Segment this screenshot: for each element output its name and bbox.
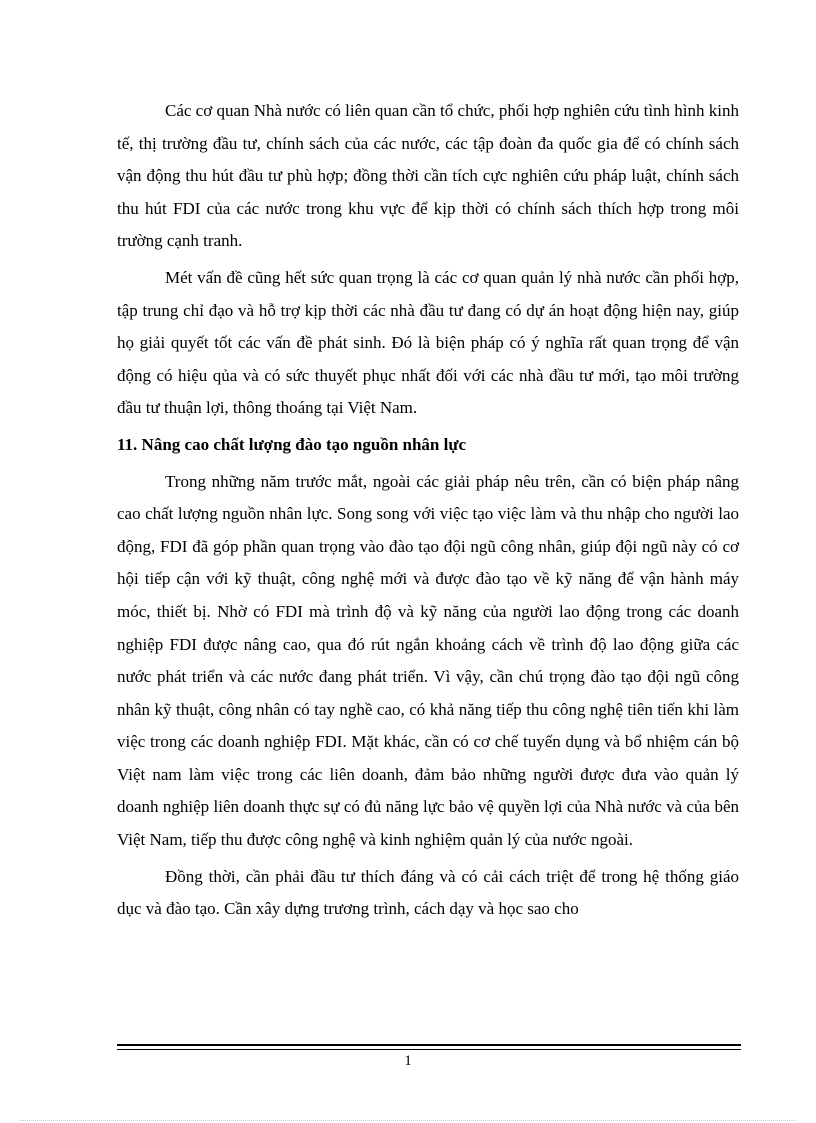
page-edge-divider: [20, 1120, 796, 1121]
footer-rule-thin: [117, 1049, 741, 1050]
page-number: 1: [404, 1053, 412, 1069]
body-text: [117, 95, 739, 930]
paragraph-agency-coordination: Các cơ quan Nhà nước có liên quan cần tổ chức, phối hợp nghiên cứu tình hình kinh tế, thị trường đầu tư, chính sách của các nước, các tập đoàn đa quốc gia để có chính sách vận động thu hút đầu tư phù hợp; đồng thời cần tích cực nghiên cứu pháp luật, chính sách thu hút FDI của các nước trong khu vực để kịp thời có chính sách thích hợp trong môi trường cạnh tranh.: [117, 101, 739, 251]
paragraph-education-reform: Đồng thời, cần phải đầu tư thích đáng và có cải cách triệt để trong hệ thống giáo dục và đào tạo. Cần xây dựng trương trình, cách dạy và học sao cho: [117, 866, 739, 919]
paragraph-investor-support: Mét vấn đề cũng hết sức quan trọng là các cơ quan quản lý nhà nước cần phối hợp, tập trung chỉ đạo và hỗ trợ kịp thời các nhà đầu tư đang có dự án hoạt động hiện nay, giúp họ giải quyết tốt các vấn đề phát sinh. Đó là biện pháp có ý nghĩa rất quan trọng để vận động có hiệu qủa và có sức thuyết phục nhất đối với các nhà đầu tư mới, tạo môi trường đầu tư thuận lợi, thông thoáng tại Việt Nam.: [117, 267, 739, 418]
footer-rule-thick: [117, 1044, 741, 1046]
section-heading: 11. Nâng cao chất lượng đào tạo nguồn nhân lực: [117, 434, 467, 454]
paragraph-human-resources: Trong những năm trước mắt, ngoài các giải pháp nêu trên, cần có biện pháp nâng cao chất lượng nguồn nhân lực. Song song với việc tạo việc làm và thu nhập cho người lao động, FDI đã góp phần quan trọng vào đào tạo đội ngũ công nhân, giúp đội ngũ này có cơ hội tiếp cận với kỹ thuật, công nghệ mới và được đào tạo về kỹ năng để vận hành máy móc, thiết bị. Nhờ có FDI mà trình độ và kỹ năng của người lao động trong các doanh nghiệp FDI được nâng cao, qua đó rút ngắn khoảng cách về trình độ lao động giữa các nước phát triển và các nước đang phát triển. Vì vậy, cần chú trọng đào tạo đội ngũ công nhân kỹ thuật, công nhân có tay nghề cao, có khả năng tiếp thu công nghệ tiên tiến khi làm việc trong các doanh nghiệp FDI. Mặt khác, cần có cơ chế tuyển dụng và bổ nhiệm cán bộ Việt nam làm việc trong các liên doanh, đảm bảo những người được đưa vào quản lý doanh nghiệp liên doanh thực sự có đủ năng lực bảo vệ quyền lợi của Nhà nước và của bên Việt Nam, tiếp thu được công nghệ và kinh nghiệm quản lý của nước ngoài.: [117, 471, 739, 850]
